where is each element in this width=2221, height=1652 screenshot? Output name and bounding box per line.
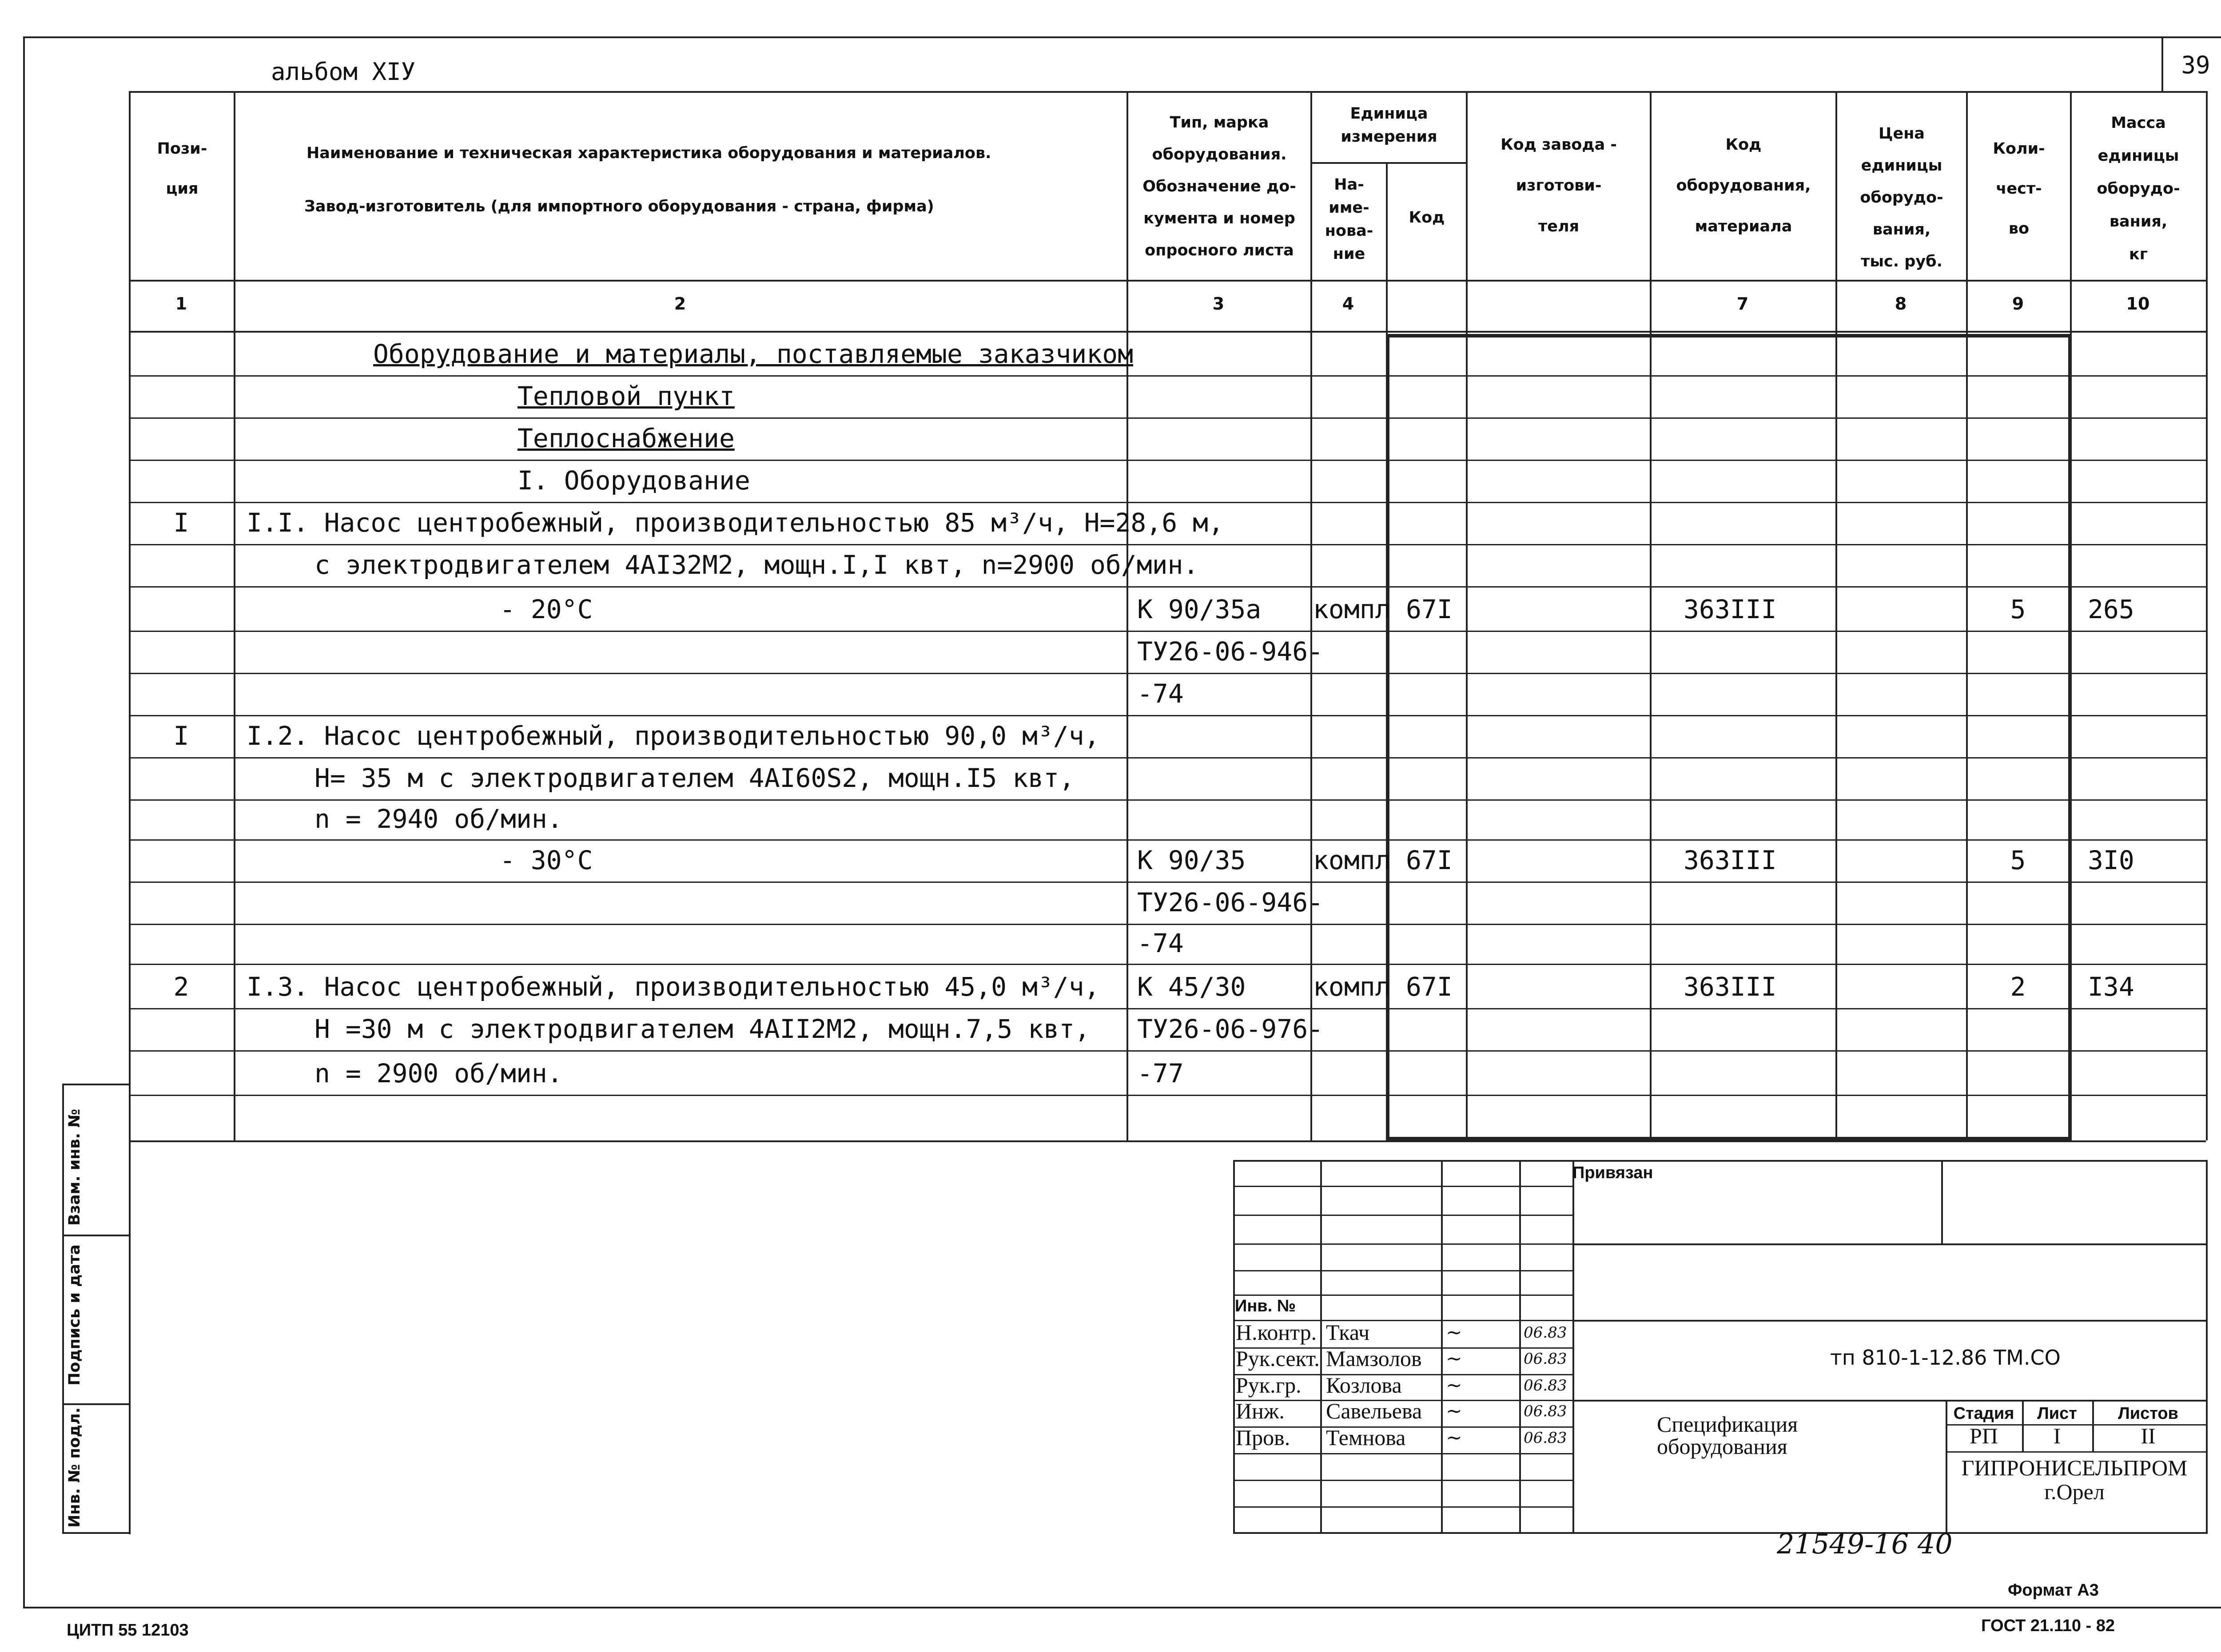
rule [129, 331, 2206, 333]
row-type: -77 [1137, 1058, 1184, 1088]
column-number: 4 [1342, 294, 1354, 314]
row-name: Теплоснабжение [517, 423, 735, 453]
rule [1386, 1137, 2072, 1140]
rule [129, 417, 2206, 419]
column-number: 3 [1212, 294, 1225, 314]
album-label: альбом XIУ [271, 58, 416, 86]
signatory-name: Темнова [1326, 1425, 1406, 1450]
row-type: ТУ26-06-946- [1137, 636, 1324, 667]
row-type: ТУ26-06-946- [1137, 887, 1324, 917]
stage-header: Стадия [1953, 1404, 2014, 1423]
row-type: -74 [1137, 679, 1184, 709]
rule [129, 924, 2206, 925]
row-name: Н= 35 м с электродвигателем 4АI60S2, мощн.I5 квт, [314, 763, 1075, 793]
rule [129, 631, 2206, 632]
rule [129, 460, 2206, 461]
row-equip-code: 363III [1684, 845, 1777, 875]
signature-mark: ~ [1446, 1426, 1462, 1449]
rule [129, 1095, 2206, 1096]
hdr-price: Цена единицы оборудо- вания, тыс. руб. [1860, 125, 1943, 270]
signatory-date: 06.83 [1524, 1350, 1567, 1368]
hdr-plant-code: Код завода - изготови- теля [1501, 136, 1617, 235]
rule [129, 799, 2206, 801]
row-mass: 265 [2088, 594, 2134, 624]
frame-bottom [23, 1607, 2221, 1608]
row-unit: компл [1313, 594, 1391, 624]
frame-left [23, 36, 25, 1608]
hdr-mass: Масса единицы оборудо- вания, кг [2097, 114, 2180, 263]
row-unit-code: 67I [1406, 594, 1453, 624]
signatory-date: 06.83 [1524, 1402, 1567, 1420]
column-number: 1 [175, 294, 187, 314]
rule [1946, 1451, 2206, 1453]
rule [1572, 1160, 1574, 1532]
rule [129, 502, 2206, 503]
rule [129, 1008, 2206, 1009]
row-qty: 5 [2010, 845, 2026, 875]
signature-mark: ~ [1446, 1374, 1462, 1397]
column-number: 9 [2012, 294, 2024, 314]
rule [129, 839, 2206, 841]
row-unit-code: 67I [1406, 845, 1453, 875]
rule [1233, 1243, 1572, 1245]
row-name: I. Оборудование [517, 465, 750, 496]
row-name: I.2. Насос центробежный, производительностью 90,0 м³/ч, [247, 721, 1100, 751]
hdr-unit: Единица измерения [1341, 105, 1437, 146]
signatory-role: Рук.гр. [1236, 1373, 1302, 1398]
rule [1233, 1160, 2206, 1162]
signature-mark: ~ [1446, 1347, 1462, 1370]
signatory-name: Ткач [1326, 1320, 1370, 1345]
row-position: 2 [173, 972, 189, 1002]
signatory-date: 06.83 [1524, 1429, 1567, 1447]
rule [1233, 1453, 1572, 1454]
rule [1572, 1243, 2206, 1245]
row-unit: компл [1313, 845, 1391, 875]
row-name: - 30°С [500, 845, 593, 875]
handwritten-number: 21549-16 40 [1777, 1528, 1953, 1560]
rule [2206, 91, 2208, 1140]
row-position: I [173, 721, 189, 751]
hdr-unit-name: На- име- нова- ние [1325, 176, 1373, 263]
rule [129, 964, 2206, 965]
rule [1941, 1160, 1943, 1243]
table-bottom-border [129, 1140, 2206, 1142]
signatory-name: Мамзолов [1326, 1346, 1422, 1371]
row-type: ТУ26-06-976- [1137, 1014, 1324, 1044]
signatory-date: 06.83 [1524, 1324, 1567, 1342]
organization: ГИПРОНИСЕЛЬПРОМ г.Орел [1961, 1455, 2188, 1504]
row-equip-code: 363III [1684, 972, 1777, 1002]
signature-mark: ~ [1446, 1400, 1462, 1422]
row-qty: 5 [2010, 594, 2026, 624]
gost-label: ГОСТ 21.110 - 82 [1981, 1616, 2115, 1635]
rule [1572, 1320, 2206, 1322]
hdr-unit-code: Код [1409, 209, 1445, 226]
rule [1233, 1506, 1572, 1508]
rule [1386, 334, 2072, 338]
privyazan-label: Привязан [1572, 1164, 1653, 1182]
signatory-role: Рук.сект. [1236, 1346, 1320, 1371]
rule [1572, 1400, 2206, 1402]
rule [1466, 91, 1468, 1140]
rule [1233, 1270, 1572, 1271]
row-type: К 45/30 [1137, 972, 1246, 1002]
rule [129, 715, 2206, 716]
frame-top [23, 36, 2221, 38]
sheets-header: Листов [2118, 1404, 2178, 1423]
signatory-role: Н.контр. [1236, 1320, 1317, 1345]
rule [234, 91, 235, 1140]
rule [129, 280, 2206, 282]
signatory-name: Савельева [1326, 1398, 1422, 1423]
hdr-name-a: Наименование и техническая характеристика оборудования и материалов. [306, 144, 991, 162]
row-name: Оборудование и материалы, поставляемые заказчиком [373, 339, 1134, 369]
hdr-quantity: Коли- чест- во [1993, 140, 2045, 238]
row-mass: I34 [2088, 972, 2134, 1002]
signatory-date: 06.83 [1524, 1377, 1567, 1394]
hdr-type: Тип, марка оборудования. Обозначение до- кумента и номер опросного листа [1142, 114, 1296, 259]
rule [1233, 1480, 1572, 1481]
rule [129, 882, 2206, 883]
page-number: 39 [2181, 51, 2210, 79]
rule [1233, 1532, 2208, 1534]
row-equip-code: 363III [1684, 594, 1777, 624]
row-qty: 2 [2010, 972, 2026, 1002]
rule [129, 375, 2206, 377]
document-code: тп 810-1-12.86 ТМ.СО [1830, 1346, 2061, 1370]
rule [1386, 334, 1389, 1140]
row-unit: компл [1313, 972, 1391, 1002]
inv-no-label: Инв. № [1235, 1297, 1296, 1315]
stage-value: РП [1970, 1423, 1998, 1448]
rule [129, 544, 2206, 545]
column-number: 8 [1895, 294, 1907, 314]
side-label-original-inv: Инв. № подл. [66, 1407, 84, 1528]
row-unit-code: 67I [1406, 972, 1453, 1002]
rule [2068, 334, 2072, 1140]
rule [1233, 1295, 1572, 1296]
column-number: 10 [2126, 294, 2150, 314]
document-title: Спецификация оборудования [1657, 1412, 1798, 1459]
row-name: n = 2900 об/мин. [314, 1058, 563, 1088]
sheets-value: II [2141, 1423, 2156, 1448]
rule [129, 91, 2206, 93]
row-name: с электродвигателем 4АI32М2, мощн.I,I квт, n=2900 об/мин. [314, 550, 1199, 580]
row-name: - 20°С [500, 594, 593, 624]
column-number: 7 [1736, 294, 1749, 314]
format-label: Формат А3 [2008, 1581, 2099, 1600]
row-type: -74 [1137, 928, 1184, 958]
sheet-header: Лист [2037, 1404, 2077, 1423]
rule [1310, 162, 1466, 164]
rule [2206, 1160, 2208, 1532]
column-number: 2 [674, 294, 686, 314]
row-position: I [173, 508, 189, 538]
sheet-value: I [2053, 1423, 2061, 1448]
rule [1650, 91, 1652, 1140]
signatory-role: Инж. [1236, 1398, 1285, 1423]
signature-mark: ~ [1446, 1321, 1462, 1344]
row-mass: 3I0 [2088, 845, 2134, 875]
row-type: К 90/35 [1137, 845, 1246, 875]
row-name: I.I. Насос центробежный, производительностью 85 м³/ч, Н=28,6 м, [247, 508, 1224, 538]
row-name: I.3. Насос центробежный, производительностью 45,0 м³/ч, [247, 972, 1100, 1002]
rule [129, 1050, 2206, 1052]
row-name: Тепловой пункт [517, 381, 735, 411]
citp-label: ЦИТП 55 12103 [67, 1621, 189, 1640]
side-label-signature-date: Подпись и дата [66, 1244, 84, 1386]
row-name: Н =30 м с электродвигателем 4АII2М2, мощн.7,5 квт, [314, 1014, 1090, 1044]
signatory-role: Пров. [1236, 1425, 1290, 1450]
rule [1233, 1186, 1572, 1187]
side-label-replace-inv: Взам. инв. № [66, 1108, 84, 1226]
row-type: К 90/35а [1137, 594, 1262, 624]
rule [1233, 1215, 1572, 1216]
signatory-name: Козлова [1326, 1373, 1402, 1398]
hdr-name-b: Завод-изготовитель (для импортного оборудования - страна, фирма) [304, 198, 934, 215]
hdr-equip-code: Код оборудования, материала [1676, 136, 1811, 235]
rule [129, 673, 2206, 674]
rule [129, 586, 2206, 588]
rule [129, 757, 2206, 758]
hdr-position: Пози- ция [157, 140, 207, 198]
row-name: n = 2940 об/мин. [314, 804, 563, 834]
